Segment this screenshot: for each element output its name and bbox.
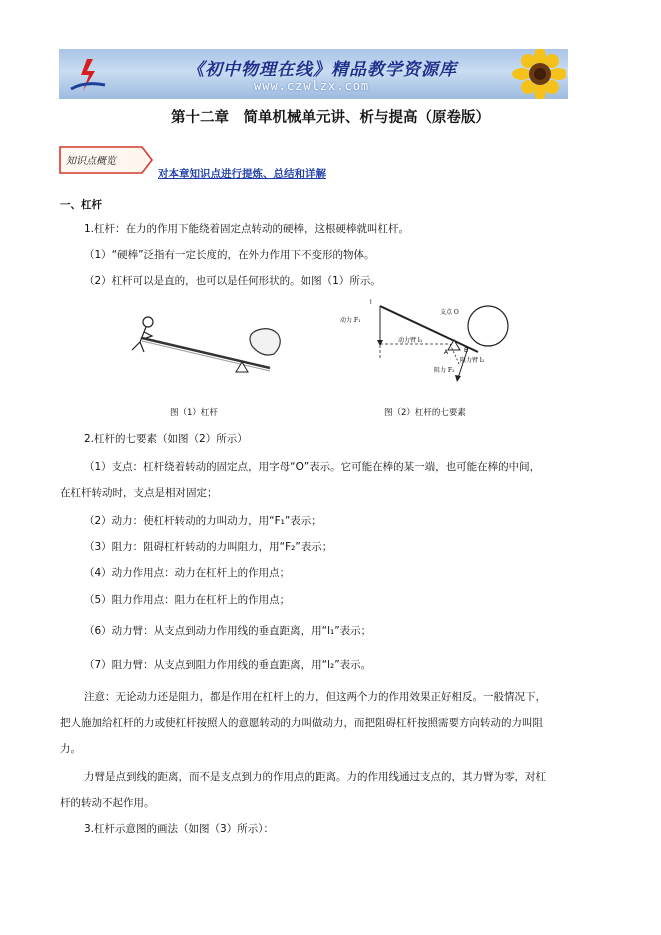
sunflower-icon — [500, 49, 566, 99]
paragraph-fulcrum-a: （1）支点：杠杆绕着转动的固定点，用字母“O”表示。它可能在棒的某一端，也可能在棒的中间， — [84, 461, 541, 473]
figure-1-caption: 图（1）杠杆 — [170, 408, 218, 418]
page-title: 第十二章 简单机械单元讲、析与提高（原卷版） — [171, 109, 490, 126]
paragraph-effort-arm: （6）动力臂：从支点到动力作用线的垂直距离，用“l₁”表示； — [84, 625, 372, 637]
label-fulcrum: 支点 O — [440, 309, 459, 316]
paragraph-effort-point: （4）动力作用点：动力在杠杆上的作用点； — [84, 567, 291, 579]
section-heading-lever: 一、杠杆 — [60, 199, 102, 211]
paragraph-resistance-arm: （7）阻力臂：从支点到阻力作用线的垂直距离，用“l₂”表示。 — [84, 659, 372, 671]
paragraph-seven-elements: 2.杠杆的七要素（如图（2）所示） — [84, 433, 248, 445]
site-logo-icon — [65, 55, 111, 95]
paragraph-definition: 1.杠杆：在力的作用下能绕着固定点转动的硬棒，这根硬棒就叫杠杆。 — [84, 223, 410, 235]
paragraph-drawing-method: 3.杠杆示意图的画法（如图（3）所示）： — [84, 823, 274, 835]
paragraph-resistance: （3）阻力：阻碍杠杆转动的力叫阻力，用“F₂”表示； — [84, 541, 333, 553]
figure-2-caption: 图（2）杠杆的七要素 — [384, 408, 466, 418]
badge-label: 知识点概览 — [66, 156, 116, 167]
paragraph-effort: （2）动力：使杠杆转动的力叫动力，用“F₁”表示； — [84, 515, 322, 527]
arm-explanation-line-1: 力臂是点到线的距离，而不是支点到力的作用点的距离。力的作用线通过支点的，其力臂为零，对杠 — [84, 771, 546, 783]
label-point-b: B — [464, 347, 469, 354]
figure-lever-illustration — [118, 312, 294, 382]
banner-url[interactable]: www.czwlzx.com — [254, 79, 370, 93]
label-point-a: A — [444, 349, 449, 356]
label-point-l: l — [370, 299, 372, 306]
label-effort-arm: 动力臂 l₁ — [398, 337, 423, 344]
label-effort-force: 动力 F₁ — [340, 317, 361, 324]
paragraph-hard-stick: （1）“硬棒”泛指有一定长度的，在外力作用下不变形的物体。 — [84, 249, 375, 261]
label-resistance-arm: 阻力臂 l₂ — [460, 357, 485, 364]
figure-seven-elements — [340, 296, 510, 396]
note-line-1: 注意：无论动力还是阻力，都是作用在杠杆上的力，但这两个力的作用效果正好相反。一般情况下， — [84, 691, 546, 703]
paragraph-resistance-point: （5）阻力作用点：阻力在杠杆上的作用点； — [84, 594, 291, 606]
arm-explanation-line-2: 杆的转动不起作用。 — [60, 797, 155, 809]
note-line-2: 把人施加给杠杆的力或使杠杆按照人的意愿转动的力叫做动力，而把阻碍杠杆按照需要方向转动的力叫阻 — [60, 717, 543, 729]
banner-title: 《初中物理在线》精品教学资源库 — [187, 60, 457, 80]
label-resistance-force: 阻力 F₂ — [434, 367, 455, 374]
header-banner — [59, 49, 568, 99]
paragraph-fulcrum-b: 在杠杆转动时，支点是相对固定； — [60, 487, 218, 499]
paragraph-shape: （2）杠杆可以是直的，也可以是任何形状的。如图（1）所示。 — [84, 275, 381, 287]
note-line-3: 力。 — [60, 743, 81, 755]
section-link[interactable]: 对本章知识点进行提炼、总结和详解 — [158, 168, 326, 180]
